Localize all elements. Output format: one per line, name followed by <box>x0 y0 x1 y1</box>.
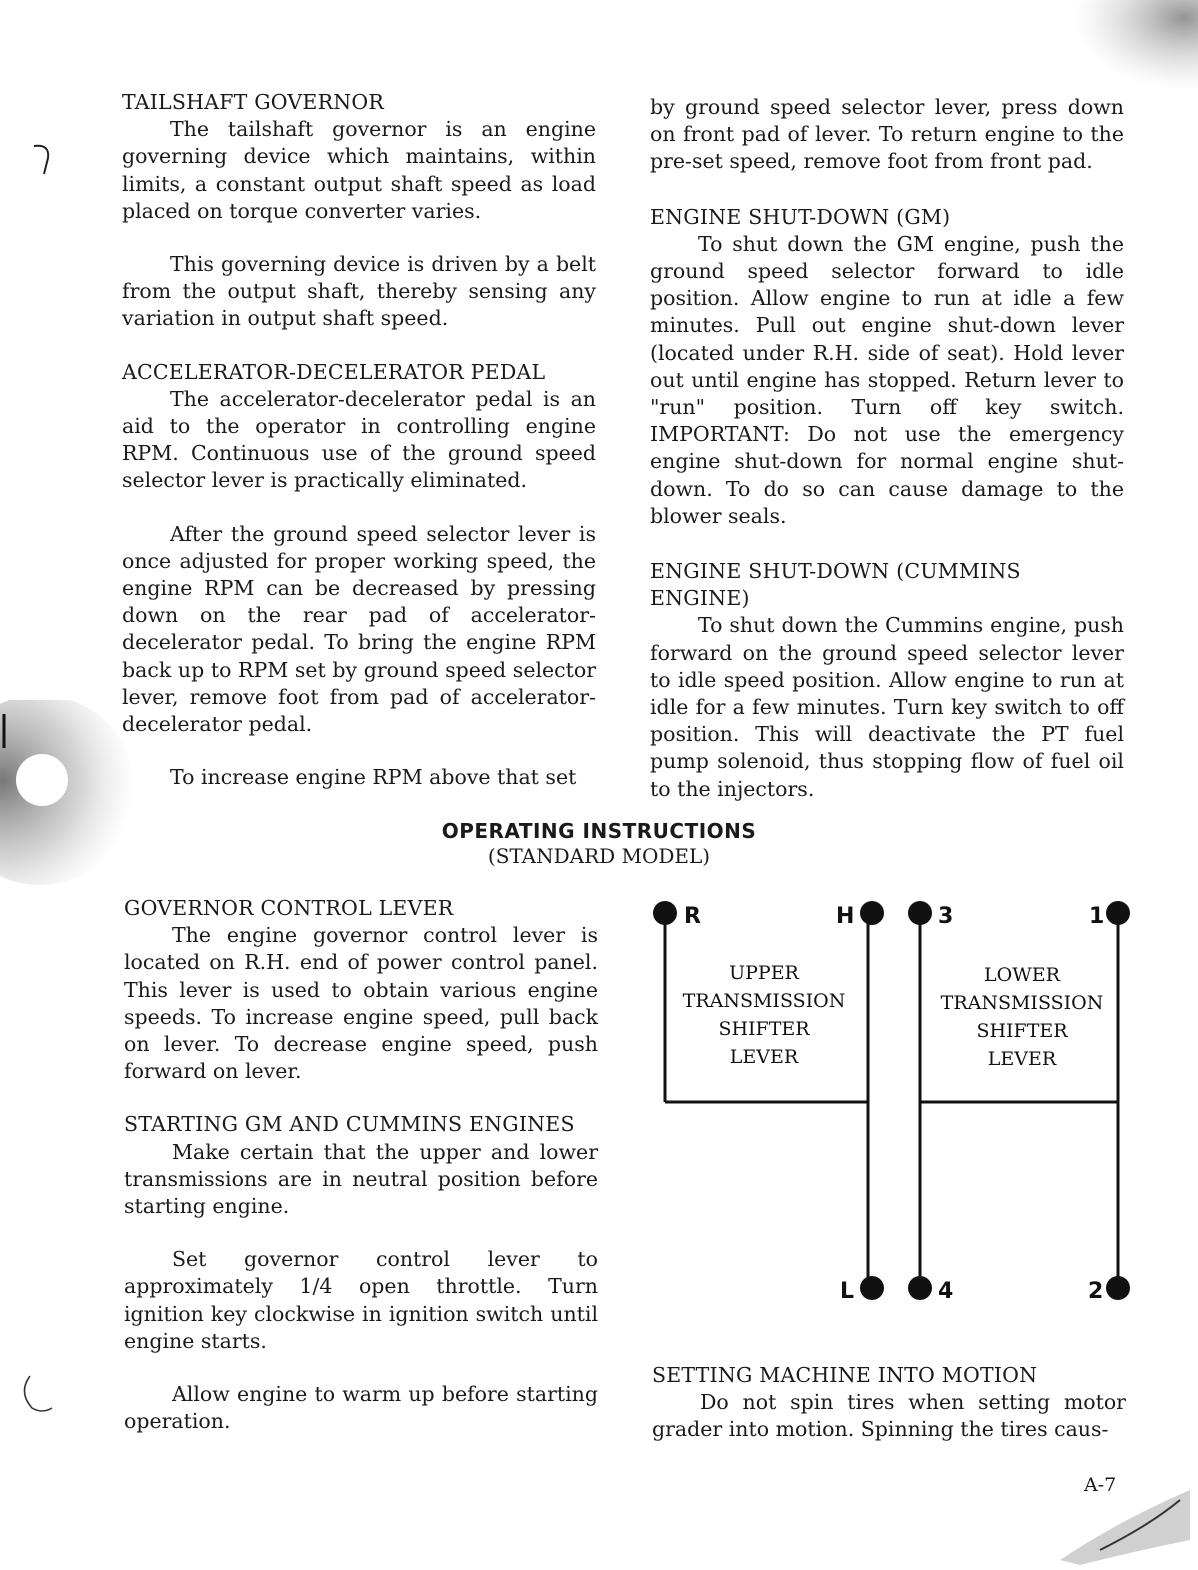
governor-control-lever-para: The engine governor control lever is located on R.H. end of power control panel. This lever is used to obtain various engine speeds. To increase engine speed, pull back on lever. To decrease engine speed, push forward on lever. <box>124 923 598 1084</box>
governor-control-lever-heading: GOVERNOR CONTROL LEVER <box>124 896 454 920</box>
lower-1-label: 1 <box>1089 904 1105 929</box>
cummins-shutdown-para: To shut down the Cummins engine, push forward on the ground speed selector lever to idle speed position. Allow engine to run at idle for a few minutes. Turn key switch to off position. This will deactivate the PT fuel pump solenoid, thus stopping flow of fuel oil to the injectors. <box>650 613 1124 801</box>
upper-l-label: L <box>840 1279 855 1304</box>
starting-engines-para-1: Make certain that the upper and lower transmissions are in neutral position before starting engine. <box>124 1139 598 1219</box>
accelerator-decelerator-para-2: After the ground speed selector lever is once adjusted for proper working speed, the engine RPM can be decreased by pressing down on the rear pad of accelerator-decelerator pedal. To bring the engine RPM back up to RPM set by ground speed selector lever, remove foot from pad of accelerator-decelerator pedal. <box>122 521 596 737</box>
tailshaft-governor-heading: TAILSHAFT GOVERNOR <box>122 90 385 114</box>
upper-shifter-group <box>653 901 884 1304</box>
lower-3-position-dot <box>908 901 932 925</box>
lower-4-label: 4 <box>938 1279 954 1304</box>
upper-label-line-1: UPPER <box>729 962 799 984</box>
lower-label-line-1: LOWER <box>984 964 1060 986</box>
margin-curve-mark <box>18 1372 58 1422</box>
page-number: A-7 <box>1084 1474 1117 1496</box>
corner-smudge-top-right <box>1060 0 1198 90</box>
upper-h-position-dot <box>860 901 884 925</box>
lower-2-position-dot <box>1106 1276 1130 1300</box>
upper-label-line-3: SHIFTER <box>718 1018 810 1040</box>
lower-1-position-dot <box>1106 901 1130 925</box>
lower-4-position-dot <box>908 1276 932 1300</box>
continued-paragraph: by ground speed selector lever, press down on front pad of lever. To return engine to the pre-set speed, remove foot from front pad. <box>650 95 1124 174</box>
right-column-bottom <box>652 1362 1126 1444</box>
lower-label-line-2: TRANSMISSION <box>940 992 1104 1014</box>
binder-hole-mark <box>0 700 140 890</box>
operating-instructions-title-block <box>0 818 1198 868</box>
margin-tick-mark <box>30 140 60 180</box>
shift-pattern-diagram <box>640 880 1140 1320</box>
accelerator-decelerator-para-3: To increase engine RPM above that set <box>170 765 577 790</box>
upper-label-line-4: LEVER <box>729 1046 799 1068</box>
lower-3-label: 3 <box>938 904 954 929</box>
upper-r-position-dot <box>653 901 677 925</box>
upper-label-line-2: TRANSMISSION <box>682 990 846 1012</box>
tailshaft-governor-para-2: This governing device is driven by a belt from the output shaft, thereby sensing any variation in output shaft speed. <box>122 252 596 331</box>
operating-instructions-subtitle: (STANDARD MODEL) <box>487 844 711 868</box>
cummins-shutdown-heading: ENGINE SHUT-DOWN (CUMMINS ENGINE) <box>650 559 1021 611</box>
upper-l-position-dot <box>860 1276 884 1300</box>
accelerator-decelerator-para-1: The accelerator-decelerator pedal is an aid to the operator in controlling engine RPM. Continuous use of the ground speed selector lever is practically eliminated. <box>122 386 596 493</box>
right-column-top <box>650 94 1124 803</box>
corner-smudge-bottom-right <box>1040 1480 1198 1570</box>
accelerator-decelerator-heading: ACCELERATOR-DECELERATOR PEDAL <box>122 359 546 384</box>
lower-2-label: 2 <box>1088 1279 1104 1304</box>
upper-h-label: H <box>836 904 855 929</box>
gm-shutdown-para: To shut down the GM engine, push the ground speed selector forward to idle position. Allow engine to run at idle a few minutes. Pull out engine shut-down lever (located under R.H. side of seat). Hold lever out until engine has stopped. Return lever to "run" position. Turn off key switch. IMPORTANT: Do not use the emergency engine shut-down for normal engine shut-down. To do so can cause damage to the blower seals. <box>650 231 1124 528</box>
setting-machine-motion-heading: SETTING MACHINE INTO MOTION <box>652 1363 1038 1387</box>
lower-label-line-3: SHIFTER <box>976 1020 1068 1042</box>
lower-shifter-group <box>908 901 1130 1304</box>
left-column-top <box>122 89 596 791</box>
starting-engines-para-2: Set governor control lever to approximately 1/4 open throttle. Turn ignition key clockwise in ignition switch until engine starts. <box>124 1247 598 1353</box>
setting-machine-motion-para: Do not spin tires when setting motor grader into motion. Spinning the tires caus- <box>652 1390 1126 1442</box>
starting-engines-para-3: Allow engine to warm up before starting operation. <box>124 1382 598 1434</box>
gm-shutdown-heading: ENGINE SHUT-DOWN (GM) <box>650 204 951 229</box>
starting-engines-heading: STARTING GM AND CUMMINS ENGINES <box>124 1112 575 1137</box>
operating-instructions-title: OPERATING INSTRUCTIONS <box>441 819 757 843</box>
left-column-bottom <box>124 895 598 1435</box>
lower-label-line-4: LEVER <box>987 1048 1057 1070</box>
tailshaft-governor-para-1: The tailshaft governor is an engine governing device which maintains, within limits, a constant output shaft speed as load placed on torque converter varies. <box>122 117 596 223</box>
upper-r-label: R <box>684 904 701 929</box>
